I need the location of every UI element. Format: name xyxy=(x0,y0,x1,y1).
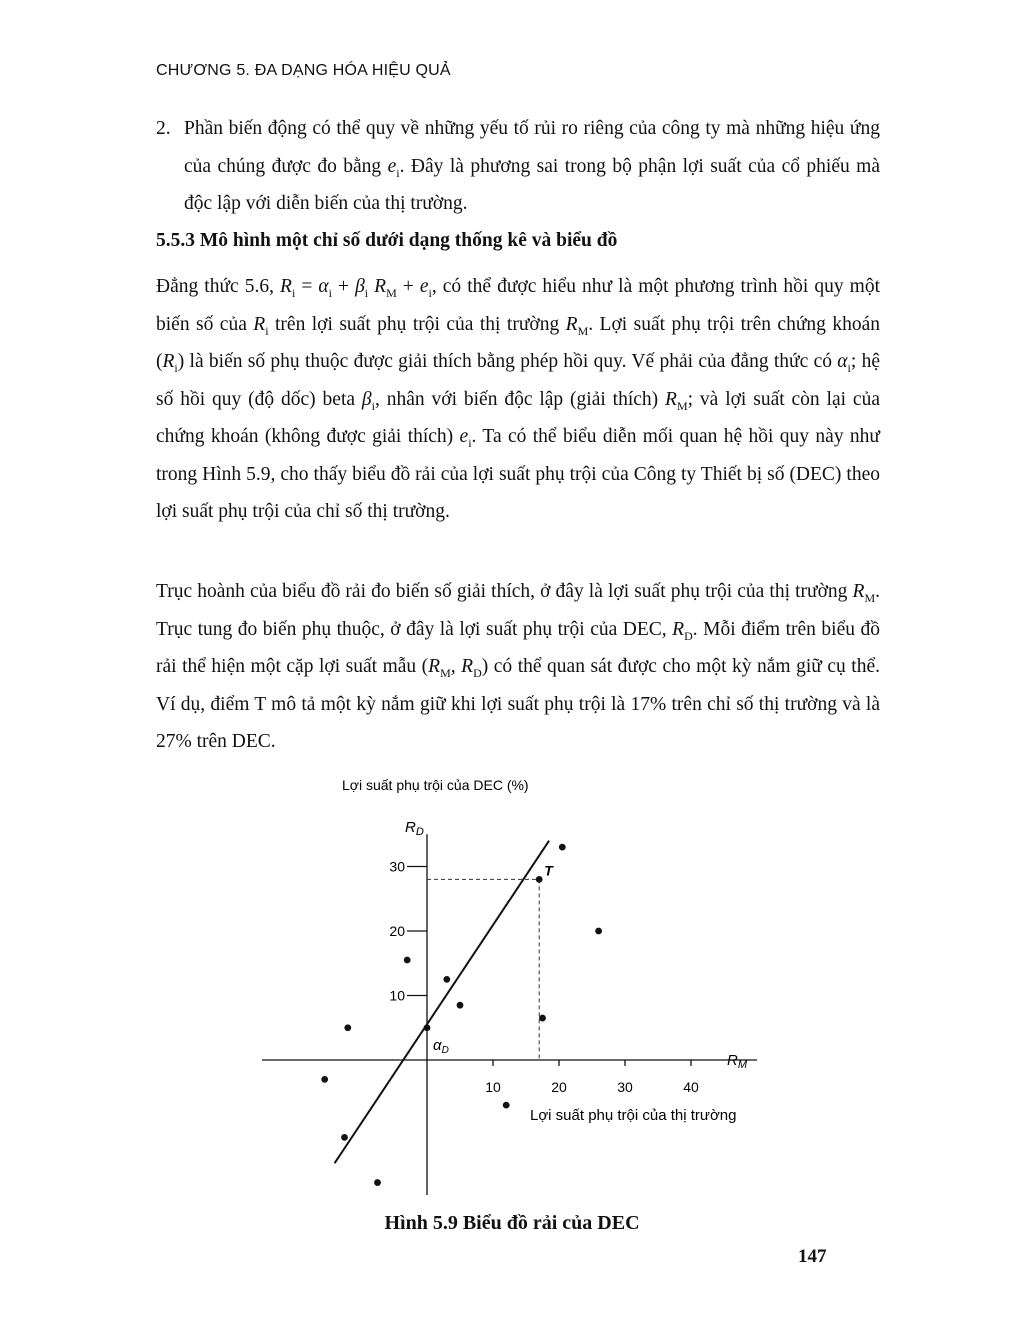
scatter-point xyxy=(536,876,543,883)
p2-text: ; và lợi suất còn lại của chứng khoán (không được giải thích) xyxy=(156,388,880,447)
p2-text: ) là biến số phụ thuộc được giải thích bằng phép hồi quy. Vế phải của đẳng thức có xyxy=(177,351,838,372)
scatter-point xyxy=(457,1002,464,1009)
regression-line xyxy=(335,841,549,1163)
intercept-label xyxy=(433,1037,449,1056)
eq-alpha: α xyxy=(837,351,848,372)
p2-text: Đẳng thức 5.6, xyxy=(156,276,281,297)
p3-text: ) có thể quan sát được cho một kỳ nắm giữ cụ thể. Ví dụ, điểm T mô tả một kỳ nắm giữ khi lợi suất phụ trội là 17% trên chỉ số thị trường và là 27% trên DEC. xyxy=(156,656,881,752)
p3-text: , xyxy=(450,656,462,677)
intercept-sub: D xyxy=(441,1044,449,1056)
eq-sub: i xyxy=(428,285,432,300)
eq-alpha: α xyxy=(318,276,329,297)
eq-sub: i xyxy=(371,398,375,413)
eq-sub: D xyxy=(684,628,693,643)
list-item-2 xyxy=(156,110,880,223)
section-heading: 5.5.3 Mô hình một chỉ số dưới dạng thống kê và biểu đồ xyxy=(156,230,618,251)
y-axis-symbol: $R_D$ xyxy=(405,819,424,838)
scatter-point xyxy=(404,957,411,964)
sub-i: i xyxy=(396,165,400,180)
scatter-chart xyxy=(0,760,1024,1210)
eq-sub: i xyxy=(847,360,851,375)
list-text-2: . Đây là phương sai trong bộ phận lợi suất của cổ phiếu mà độc lập với diễn biến của thị trường. xyxy=(184,155,880,214)
eq-R: R xyxy=(428,656,441,677)
y-tick-label: 30 xyxy=(389,858,405,875)
eq-op: + xyxy=(331,276,356,297)
scatter-point xyxy=(374,1179,381,1186)
eq-sub: M xyxy=(440,665,451,680)
eq-sub: D xyxy=(473,665,482,680)
y-title: Lợi suất phụ trội của DEC (%) xyxy=(342,777,529,793)
scatter-point xyxy=(443,976,450,983)
p3-text: . Trục tung đo biến phụ thuộc, ở đây là lợi suất phụ trội của DEC, xyxy=(156,581,880,640)
scatter-point xyxy=(539,1015,546,1022)
eq-R: R xyxy=(565,313,578,335)
scatter-point xyxy=(559,844,566,851)
eq-R: R xyxy=(672,618,685,640)
p2-text: , có thể được hiểu như là một phương trình hồi quy một biến số của xyxy=(156,276,881,335)
eq-sub: i xyxy=(174,360,178,375)
list-text-1: Phần biến động có thể quy về những yếu tố rủi ro riêng của công ty mà những hiệu ứng của chúng được đo bằng xyxy=(184,118,880,177)
eq-R: R xyxy=(162,351,175,372)
scatter-point xyxy=(344,1024,351,1031)
eq-R: R xyxy=(461,656,474,677)
list-number: 2. xyxy=(156,118,171,139)
eq-e: e xyxy=(419,276,429,297)
eq-e: e xyxy=(459,426,469,447)
paragraph-3 xyxy=(156,573,880,761)
eq-R: R xyxy=(852,581,865,602)
eq-sub: M xyxy=(386,285,397,300)
paragraph-2 xyxy=(156,268,880,531)
eq-op: + xyxy=(396,276,420,297)
page-number: 147 xyxy=(798,1246,827,1267)
eq-beta: β xyxy=(361,388,372,410)
eq-sub: i xyxy=(364,285,369,300)
eq-R: R xyxy=(280,276,292,297)
x-title: Lợi suất phụ trội của thị trường xyxy=(530,1107,737,1124)
y-tick-label: 10 xyxy=(389,987,405,1004)
var-e: e xyxy=(387,155,397,177)
eq-R: R xyxy=(665,388,677,410)
eq-beta: β xyxy=(355,276,365,297)
p2-text: trên lợi suất phụ trội của thị trường xyxy=(268,313,566,335)
eq-sub: M xyxy=(676,398,688,413)
x-tick-label: 10 xyxy=(485,1079,501,1095)
scatter-point xyxy=(595,928,602,935)
eq-R: R xyxy=(253,313,266,335)
scatter-point xyxy=(503,1102,510,1109)
marks xyxy=(321,841,602,1186)
x-tick-label: 30 xyxy=(617,1079,633,1095)
scatter-point xyxy=(424,1024,431,1031)
p2-text: . Ta có thể biểu diễn mối quan hệ hồi quy này như trong Hình 5.9, cho thấy biểu đồ rải của lợi suất phụ trội của Công ty Thiết bị số (DEC) theo lợi suất phụ trội của chỉ số thị trường. xyxy=(156,426,880,522)
axes xyxy=(262,834,757,1195)
p2-text: . Lợi suất phụ trội trên chứng khoán ( xyxy=(156,313,880,372)
p3-text: . Mỗi điểm trên biểu đồ rải thể hiện một cặp lợi suất mẫu ( xyxy=(156,618,880,677)
x-tick-label: 20 xyxy=(551,1079,567,1095)
intercept-symbol: α xyxy=(433,1036,442,1054)
eq-R: R xyxy=(368,276,387,297)
eq-sub: M xyxy=(864,590,876,605)
x-tick-label: 40 xyxy=(683,1079,699,1095)
eq-sub: i xyxy=(468,435,472,450)
highlight-label: T xyxy=(544,862,553,879)
x-axis-symbol: $R_M$ xyxy=(727,1052,748,1071)
eq-sub: M xyxy=(577,323,589,338)
scatter-point xyxy=(341,1134,348,1141)
figure-caption: Hình 5.9 Biểu đồ rải của DEC xyxy=(384,1212,640,1234)
p2-text: , nhân với biến độc lập (giải thích) xyxy=(374,388,666,410)
p3-text: Trục hoành của biểu đồ rải đo biến số giải thích, ở đây là lợi suất phụ trội của thị trường xyxy=(156,581,853,602)
eq-op: = xyxy=(295,276,319,297)
list-item-body xyxy=(156,110,880,223)
p2-text: ; hệ số hồi quy (độ dốc) beta xyxy=(156,351,880,410)
eq-sub: i xyxy=(265,323,269,338)
eq-sub: i xyxy=(328,285,332,300)
scatter-point xyxy=(321,1076,328,1083)
eq-sub: i xyxy=(291,285,296,300)
y-tick-label: 20 xyxy=(389,923,405,939)
chapter-header: CHƯƠNG 5. ĐA DẠNG HÓA HIỆU QUẢ xyxy=(156,62,451,79)
